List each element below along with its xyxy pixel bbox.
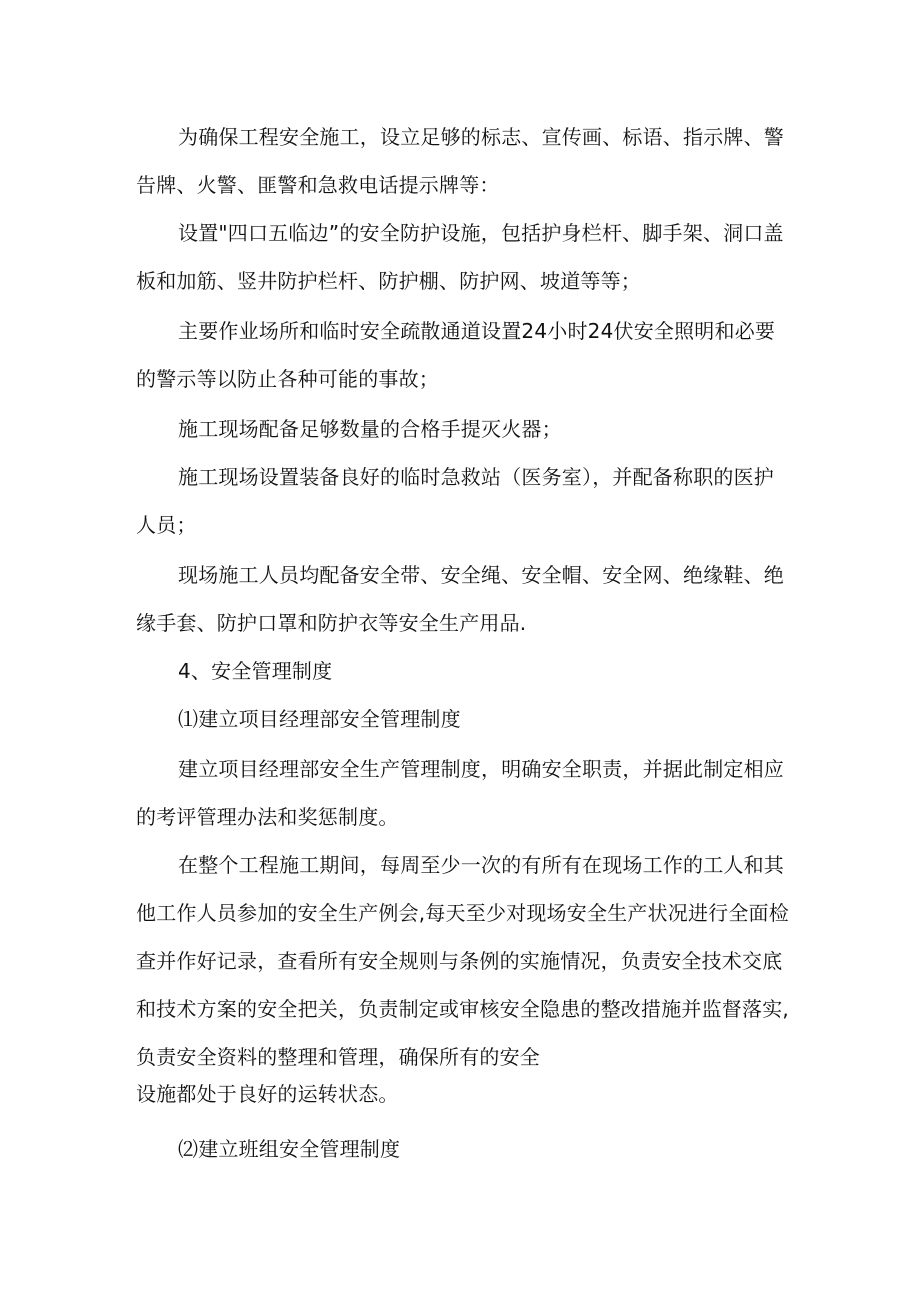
paragraph-line: 为确保工程安全施工，设立足够的标志、宣传画、标语、指示牌、警 xyxy=(178,125,784,149)
paragraph-line: 主要作业场所和临时安全疏散通道设置24小时24伏安全照明和必要 xyxy=(178,319,776,343)
paragraph-line: 板和加筋、竖井防护栏杆、防护棚、防护网、坡道等等； xyxy=(136,269,641,293)
subsection-heading: ⑵建立班组安全管理制度 xyxy=(178,1137,401,1161)
paragraph-line: 设施都处于良好的运转状态。 xyxy=(136,1082,399,1106)
paragraph-line: 查并作好记录，查看所有安全规则与条例的实施情况，负责安全技术交底 xyxy=(136,949,783,973)
paragraph-line: 在整个工程施工期间，每周至少一次的有所有在现场工作的工人和其 xyxy=(178,853,784,877)
paragraph-line: 负责安全资料的整理和管理，确保所有的安全 xyxy=(136,1045,540,1069)
paragraph-line: 缘手套、防护口罩和防护衣等安全生产用品. xyxy=(136,611,527,635)
paragraph-line: 的警示等以防止各种可能的事故； xyxy=(136,367,439,391)
paragraph-line: 告牌、火警、匪警和急救电话提示牌等： xyxy=(136,173,500,197)
paragraph-line: 施工现场配备足够数量的合格手提灭火器； xyxy=(178,417,562,441)
paragraph-line: 他工作人员参加的安全生产例会,每天至少对现场安全生产状况进行全面检 xyxy=(136,901,789,925)
paragraph-line: 设置"四口五临边”的安全防护设施，包括护身栏杆、脚手架、洞口盖 xyxy=(178,221,784,245)
paragraph-line: 和技术方案的安全把关，负责制定或审核安全隐患的整改措施并监督落实, xyxy=(136,997,789,1021)
paragraph-line: 施工现场设置装备良好的临时急救站（医务室），并配备称职的医护 xyxy=(178,465,774,489)
paragraph-line: 的考评管理办法和奖惩制度。 xyxy=(136,805,399,829)
paragraph-line: 现场施工人员均配备安全带、安全绳、安全帽、安全网、绝缘鞋、绝 xyxy=(178,563,784,587)
paragraph-line: 人员； xyxy=(136,513,197,537)
subsection-heading: ⑴建立项目经理部安全管理制度 xyxy=(178,707,461,731)
section-heading: 4、安全管理制度 xyxy=(178,659,333,683)
paragraph-line: 建立项目经理部安全生产管理制度，明确安全职责，并据此制定相应 xyxy=(178,757,784,781)
